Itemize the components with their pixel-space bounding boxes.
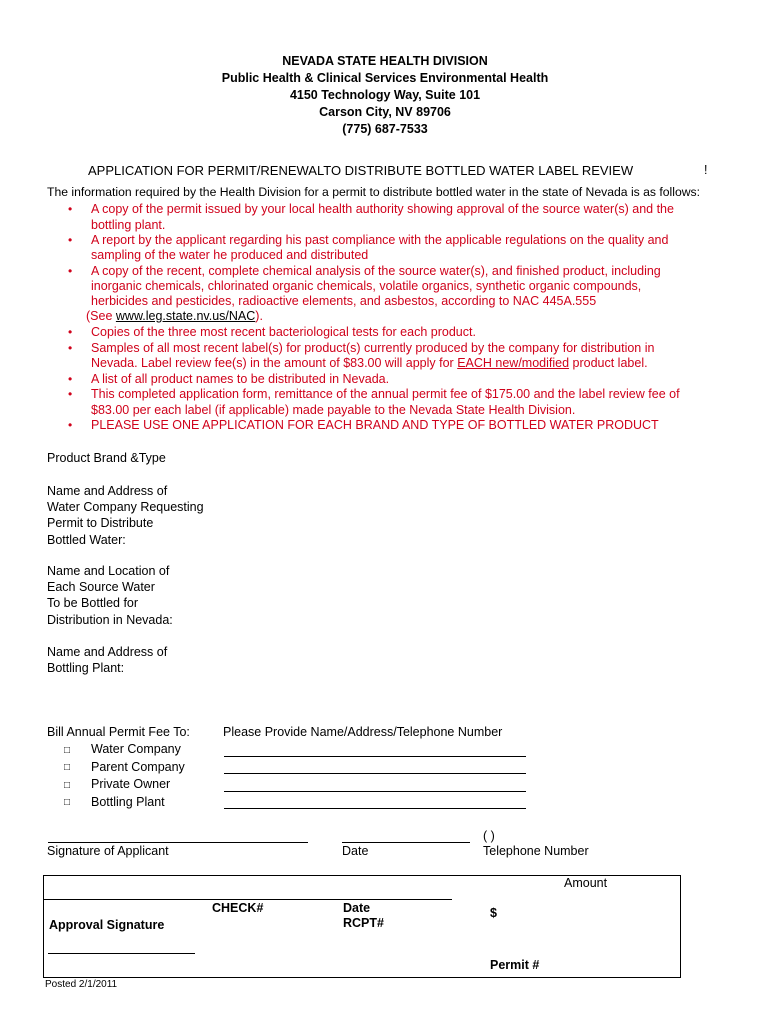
bill-fee-label: Bill Annual Permit Fee To: (47, 725, 190, 739)
bullet-marker: • (68, 387, 73, 401)
signature-label: Signature of Applicant (47, 844, 169, 858)
amount-label: Amount (564, 876, 608, 890)
product-brand-label: Product Brand &Type (47, 451, 166, 465)
provide-info-label: Please Provide Name/Address/Telephone Number (223, 725, 503, 739)
fee-text-end: product label. (569, 356, 648, 370)
option-water-company: Water Company (91, 742, 181, 756)
bullet-marker: • (68, 202, 73, 216)
agency-department: Public Health & Clinical Services Environmental Health (221, 71, 549, 85)
date-line[interactable] (342, 842, 470, 843)
nac-link[interactable]: www.leg.state.nv.us/NAC (115, 309, 256, 323)
list-item-cont: $83.00 per each label (if applicable) made payable to the Nevada State Health Division. (91, 403, 576, 417)
check-label: CHECK# (212, 901, 264, 915)
see-prefix: (See (86, 309, 116, 323)
bullet-marker: • (68, 264, 73, 278)
option-bottling-plant: Bottling Plant (91, 795, 165, 809)
checkbox-private-owner[interactable]: □ (64, 780, 71, 791)
checkbox-water-company[interactable]: □ (64, 745, 71, 756)
list-item: A copy of the permit issued by your local health authority showing approval of the source water(s) and the (91, 202, 674, 216)
agency-city: Carson City, NV 89706 (319, 105, 451, 119)
list-item: Samples of all most recent label(s) for product(s) currently produced by the company for distribution in (91, 341, 655, 355)
agency-name: NEVADA STATE HEALTH DIVISION (282, 54, 488, 68)
permit-number-label: Permit # (490, 958, 540, 972)
list-item-cont: inorganic chemicals, chlorinated organic chemicals, volatile organics, synthetic organic compounds, (91, 279, 642, 293)
list-item-cont: bottling plant. (91, 218, 166, 232)
telephone-label: Telephone Number (483, 844, 589, 858)
billing-line-1[interactable] (224, 756, 526, 757)
source-water-label: Name and Location of Each Source Water To be Bottled for Distribution in Nevada: (47, 564, 173, 627)
office-top-line (44, 899, 452, 900)
date-rcpt-label: Date (343, 901, 371, 915)
bullet-marker: • (68, 418, 73, 432)
checkbox-bottling-plant[interactable]: □ (64, 797, 71, 808)
agency-street: 4150 Technology Way, Suite 101 (289, 88, 481, 102)
bottling-plant-label: Name and Address of Bottling Plant: (47, 645, 168, 676)
list-item: A list of all product names to be distributed in Nevada. (91, 372, 390, 386)
approval-signature-label: Approval Signature (49, 918, 165, 932)
agency-phone: (775) 687-7533 (342, 122, 428, 136)
list-item: PLEASE USE ONE APPLICATION FOR EACH BRAND AND TYPE OF BOTTLED WATER PRODUCT (91, 418, 659, 432)
company-label: Name and Address of Water Company Requesting Permit to Distribute Bottled Water: (47, 484, 204, 547)
bullet-marker: • (68, 341, 73, 355)
list-item: Copies of the three most recent bacteriological tests for each product. (91, 325, 476, 339)
title-mark: ! (704, 163, 708, 177)
option-private-owner: Private Owner (91, 777, 171, 791)
list-item: This completed application form, remittance of the annual permit fee of $175.00 and the label review fee of (91, 387, 680, 401)
bullet-marker: • (68, 372, 73, 386)
posted-date: Posted 2/1/2011 (45, 979, 118, 990)
billing-line-2[interactable] (224, 773, 526, 774)
phone-area-code[interactable]: ( ) (483, 829, 495, 843)
intro-text: The information required by the Health Division for a permit to distribute bottled water in the state of Nevada is as follows: (47, 185, 701, 199)
billing-line-4[interactable] (224, 808, 526, 809)
list-item-cont (91, 356, 648, 370)
see-suffix: ). (255, 309, 263, 323)
list-item-cont: sampling of the water he produced and distributed (91, 248, 369, 262)
form-title: APPLICATION FOR PERMIT/RENEWALTO DISTRIBUTE BOTTLED WATER LABEL REVIEW (88, 163, 634, 178)
list-item-cont: herbicides and pesticides, radioactive elements, and asbestos, according to NAC 445A.555 (91, 294, 597, 308)
checkbox-parent-company[interactable]: □ (64, 762, 71, 773)
date-label: Date (342, 844, 369, 858)
bullet-marker: • (68, 233, 73, 247)
rcpt-label: RCPT# (343, 916, 384, 930)
billing-line-3[interactable] (224, 791, 526, 792)
bullet-marker: • (68, 325, 73, 339)
fee-emphasis: EACH new/modified (457, 356, 570, 370)
list-item-cont (86, 309, 263, 323)
fee-text: Nevada. Label review fee(s) in the amount of $83.00 will apply for (91, 356, 458, 370)
list-item: A report by the applicant regarding his past compliance with the applicable regulations on the quality and (91, 233, 669, 247)
list-item: A copy of the recent, complete chemical analysis of the source water(s), and finished product, including (91, 264, 661, 278)
option-parent-company: Parent Company (91, 760, 185, 774)
signature-line[interactable] (48, 842, 308, 843)
approval-line[interactable] (48, 953, 195, 954)
dollar-sign: $ (490, 906, 497, 920)
